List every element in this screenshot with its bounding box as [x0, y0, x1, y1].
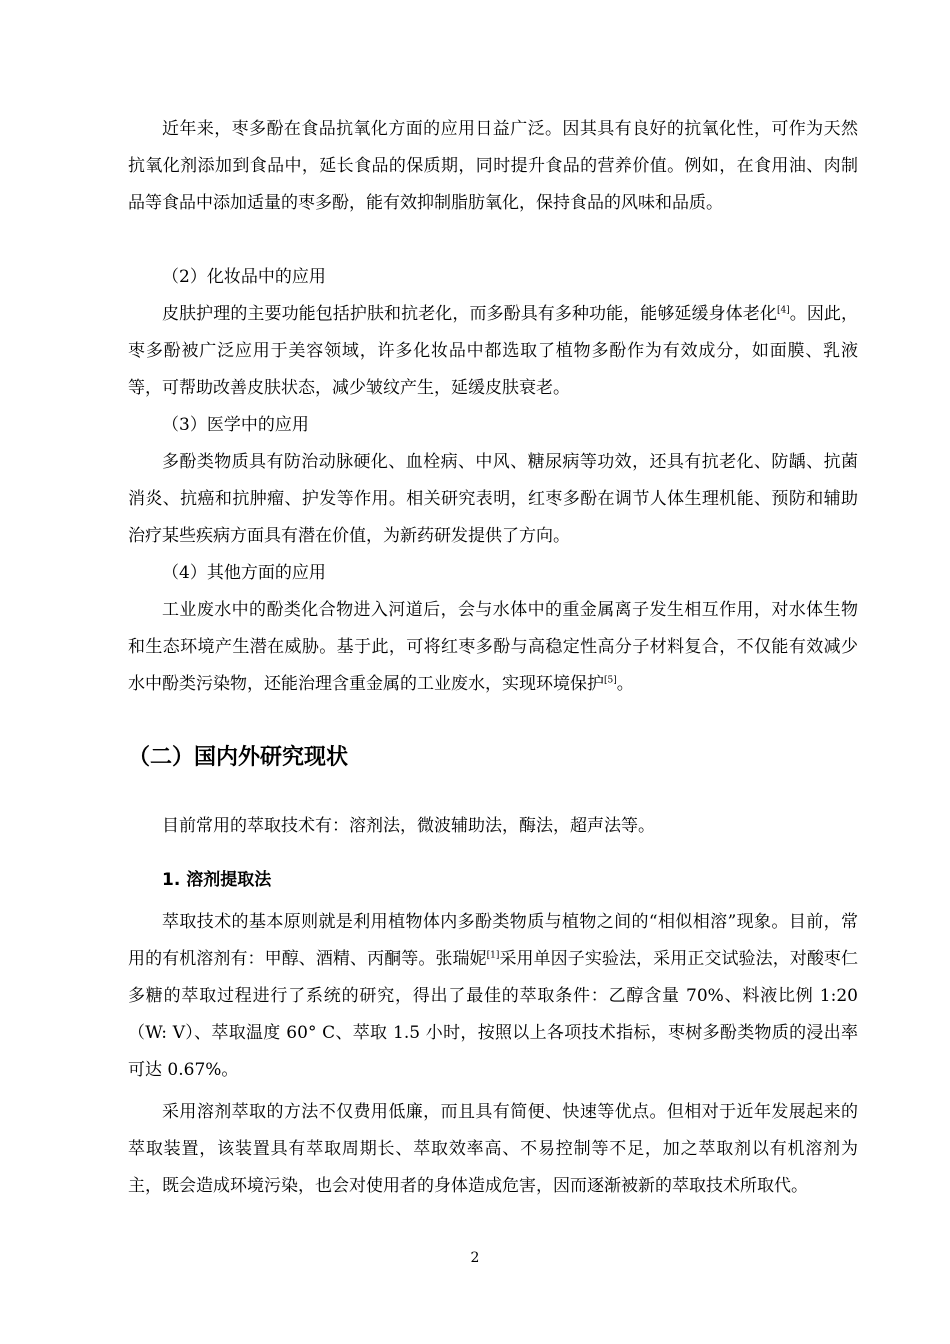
paragraph-extraction-methods: 目前常用的萃取技术有：溶剂法，微波辅助法，酶法，超声法等。 — [162, 816, 655, 836]
paragraph-other-text-b: 。 — [616, 674, 634, 694]
page-number: 2 — [470, 1250, 480, 1266]
subsection-heading-solvent-extraction: 1. 溶剂提取法 — [162, 870, 272, 890]
paragraph-cosmetics — [128, 296, 858, 407]
paragraph-other-text-a: 工业废水中的酚类化合物进入河道后，会与水体中的重金属离子发生相互作用，对水体生物和生态环境产生潜在威胁。基于此，可将红枣多酚与高稳定性高分子材料复合，不仅能有效减少水中酚类污染物，还能治理含重金属的工业废水，实现环境保护 — [128, 600, 858, 694]
subheading-medicine: （3）医学中的应用 — [162, 415, 309, 435]
paragraph-cosmetics-text-b: 。因此，枣多酚被广泛应用于美容领域，许多化妆品中都选取了植物多酚作为有效成分，如面膜、乳液等，可帮助改善皮肤状态，减少皱纹产生，延缓皮肤衰老。 — [128, 304, 859, 398]
paragraph-solvent-text-a: 萃取技术的基本原则就是利用植物体内多酚类物质与植物之间的“相似相溶”现象。目前，常用的有机溶剂有：甲醇、酒精、丙酮等。张瑞妮 — [128, 912, 858, 969]
paragraph-solvent-text-b: 采用单因子实验法，采用正交试验法，对酸枣仁多糖的萃取过程进行了系统的研究，得出了最佳的萃取条件：乙醇含量 70%、料液比例 1:20 （W: V）、萃取温度 60° C、萃取 1.5 小时，按照以上各项技术指标，枣树多酚类物质的浸出率可达 0.67%。 — [128, 949, 858, 1080]
paragraph-food-application: 近年来，枣多酚在食品抗氧化方面的应用日益广泛。因其具有良好的抗氧化性，可作为天然抗氧化剂添加到食品中，延长食品的保质期，同时提升食品的营养价值。例如，在食用油、肉制品等食品中添加适量的枣多酚，能有效抑制脂肪氧化，保持食品的风味和品质。 — [128, 119, 858, 213]
citation-ref-5: [5] — [604, 675, 617, 686]
citation-ref-4: [4] — [776, 305, 790, 316]
paragraph-other — [128, 592, 858, 703]
subheading-other: （4）其他方面的应用 — [162, 563, 326, 583]
section-heading-research-status: （二）国内外研究现状 — [128, 745, 349, 770]
paragraph-cosmetics-text-a: 皮肤护理的主要功能包括护肤和抗老化，而多酚具有多种功能，能够延缓身体老化 — [162, 304, 777, 324]
paragraph-solvent-principle — [128, 904, 858, 1089]
citation-ref-1: [1] — [486, 950, 500, 961]
paragraph-medicine: 多酚类物质具有防治动脉硬化、血栓病、中风、糖尿病等功效，还具有抗老化、防龋、抗菌消炎、抗癌和抗肿瘤、护发等作用。相关研究表明，红枣多酚在调节人体生理机能、预防和辅助治疗某些疾病方面具有潜在价值，为新药研发提供了方向。 — [128, 452, 858, 546]
subheading-cosmetics: （2）化妆品中的应用 — [162, 267, 326, 287]
paragraph-solvent-pros-cons: 采用溶剂萃取的方法不仅费用低廉，而且具有简便、快速等优点。但相对于近年发展起来的萃取装置，该装置具有萃取周期长、萃取效率高、不易控制等不足，加之萃取剂以有机溶剂为主，既会造成环境污染，也会对使用者的身体造成危害，因而逐渐被新的萃取技术所取代。 — [128, 1102, 858, 1196]
